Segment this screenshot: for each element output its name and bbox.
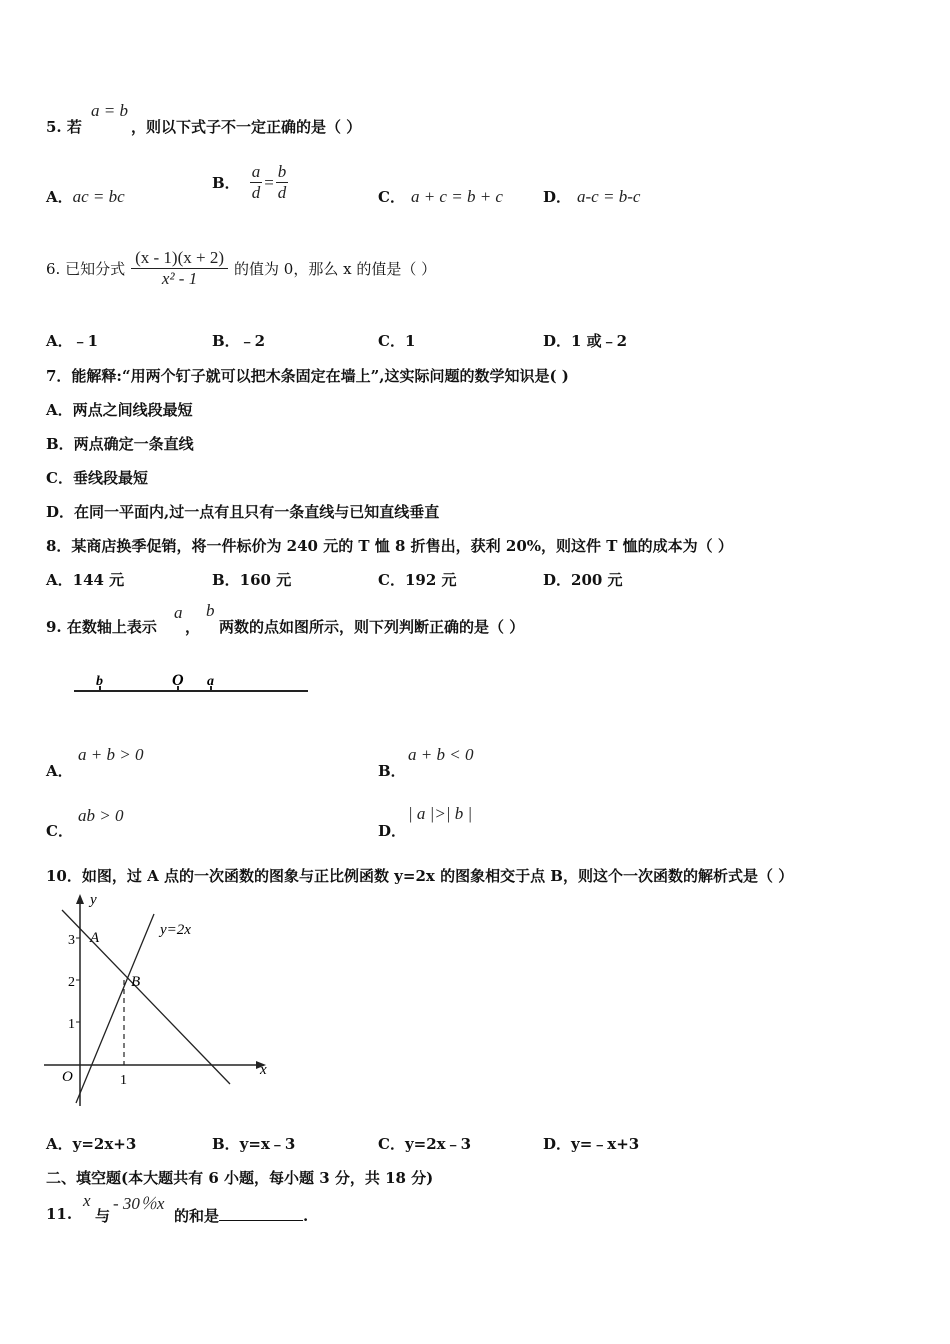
q5-option-a: A．ac = bc [46,187,125,206]
q10-option-b: B．y=x﹣3 [212,1135,296,1153]
q8-option-d: D．200 元 [543,571,623,589]
q5-frac-right: $\frac{b}{d}$ [277,162,287,202]
number-line-figure [68,664,318,704]
line-through-a [62,910,230,1084]
q6-option-b: B．﹣2 [212,332,266,350]
q6-fraction: $\frac{(x - 1)(x + 2)}{\text{x² - 1}}$ [131,248,228,289]
q7-option-a: A．两点之间线段最短 [46,401,193,419]
label-o: O [172,672,184,689]
q9-option-a-expr: a + b > 0 [78,745,144,764]
q6-option-d: D．1 或﹣2 [543,332,628,350]
q5-stem-tail: ，则以下式子不一定正确的是（ ） [131,118,362,136]
q11-tail: 的和是 . [174,1207,309,1225]
q8-option-a: A．144 元 [46,571,125,589]
q9-option-c-label: C． [46,822,73,840]
q9-stem: 9. 在数轴上表示 [46,618,157,636]
point-a-label: A [90,930,100,946]
line-label-y-2x: y=2x [160,922,191,938]
section-2-heading: 二、填空题(本大题共有 6 小题，每小题 3 分，共 18 分) [46,1169,434,1187]
line-y-2x [76,914,154,1103]
y-tick-label-3: 3 [68,933,75,948]
y-tick-label-1: 1 [68,1017,75,1032]
q5-option-d: D． a-c = b-c [543,187,641,206]
q9-var-b: b [206,601,215,620]
q10-stem: 10．如图，过 A 点的一次函数的图象与正比例函数 y=2x 的图象相交于点 B，则这个一次函数的解析式是（ ） [46,867,794,885]
y-tick-label-2: 2 [68,975,75,990]
q9-option-d-label: D． [378,822,407,840]
q10-option-d: D．y=﹣x+3 [543,1135,640,1153]
q5-frac-left: $\frac{a}{d}$ [251,162,261,202]
q11-var-x: x [83,1191,91,1210]
x-tick-label-1: 1 [120,1073,127,1088]
q11-expr: - 30％x [113,1194,165,1213]
q9-option-a-label: A． [46,762,73,780]
point-b-label: B [131,974,141,990]
q8-stem: 8．某商店换季促销，将一件标价为 240 元的 T 恤 8 折售出，获利 20%，则这件 T 恤的成本为（ ） [46,537,733,555]
q9-option-b-expr: a + b < 0 [408,745,474,764]
q11-number: 11. [46,1205,73,1223]
origin-label: O [62,1069,73,1085]
q9-comma: ， [185,618,201,636]
y-axis-label: y [90,892,97,908]
y-axis-arrow [76,894,84,904]
q9-option-b-label: B． [378,762,406,780]
q7-option-c: C．垂线段最短 [46,469,148,487]
q9-option-d-expr: | a |>| b | [408,804,473,823]
linear-function-graph [40,888,280,1110]
q5-stem: 5. 若 [46,118,82,136]
q8-option-c: C．192 元 [378,571,457,589]
q6-stem: 6. 已知分式 $\frac{(x - 1)(x + 2)}{\text{x² - 1}}$ 的值为 0，那么 x 的值是（ ） [46,247,437,288]
q11-answer-blank[interactable] [219,1206,303,1221]
q7-option-d: D．在同一平面内,过一点有且只有一条直线与已知直线垂直 [46,503,440,521]
q7-stem: 7．能解释:“用两个钉子就可以把木条固定在墙上”,这实际问题的数学知识是( ) [46,367,569,385]
q9-option-c-expr: ab > 0 [78,806,124,825]
x-axis-label: x [260,1062,267,1078]
q9-var-a: a [174,603,183,622]
q8-option-b: B．160 元 [212,571,292,589]
q5-condition: a = b [91,101,128,120]
q7-option-b: B．两点确定一条直线 [46,435,194,453]
q11-mid: 与 [95,1207,111,1225]
label-a: a [207,674,214,689]
q5-option-c: C． a + c = b + c [378,187,503,206]
q9-stem-tail: 两数的点如图所示，则下列判断正确的是（ ） [219,618,525,636]
q6-option-c: C．1 [378,332,416,350]
q5-option-b: B． $\frac{a}{d}$ = $\frac{b}{d}$ [212,162,287,202]
q10-option-a: A．y=2x+3 [46,1135,137,1153]
label-b: b [96,674,103,689]
q6-option-a: A．﹣1 [46,332,99,350]
q10-option-c: C．y=2x﹣3 [378,1135,472,1153]
